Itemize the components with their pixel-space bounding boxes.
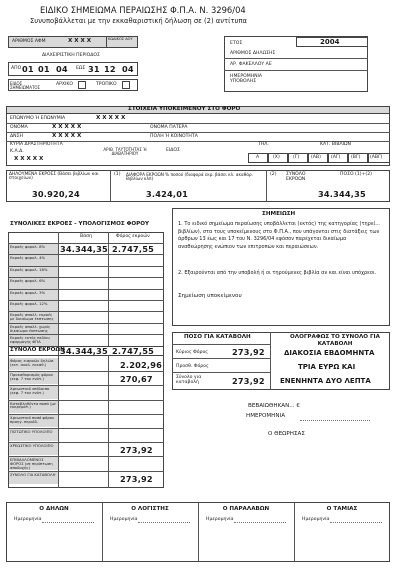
total-num: (2) [270, 172, 277, 177]
signature-date-label: Ημερομηνία [302, 517, 330, 522]
category-text: (Γ) [293, 155, 300, 160]
category-text: (ΒΓ) [351, 155, 361, 160]
decl-label: ΑΡΙΘΜΟΣ ΔΗΛΩΣΗΣ [230, 51, 276, 56]
surname-label: ΕΠΩΝΥΜΟ Ή ΕΠΩΝΥΜΙΑ [10, 116, 66, 121]
from-month: 01 [38, 64, 50, 74]
period-label: ΔΙΑΧΕΙΡΙΣΤΙΚΗ ΠΕΡΙΟΔΟΣ [42, 53, 100, 58]
lower-row-label: Καταβληθέντα ποσά (με εκκρεμότ.) [10, 400, 57, 410]
signature-date-label: Ημερομηνία [14, 517, 42, 522]
surname-value: Χ Χ Χ Χ Χ [96, 115, 126, 121]
certify-date-line [300, 420, 370, 421]
signature-date-line [42, 522, 94, 523]
lower-row-label: ΕΠΙΒΑΛΛΟΜΕΝΟΣ ΦΟΡΟΣ (σε περίπτωση αποδοχής) [10, 457, 53, 470]
total-outputs-base: 34.344,35 [60, 346, 108, 356]
certify-officer: Ο ΘΕΩΡΗΣΑΣ [268, 431, 305, 437]
lower-row-label: ΠΙΣΤΩΤΙΚΟ ΥΠΟΛΟΙΠΟ [10, 429, 53, 434]
total-outputs-tax: 2.747,55 [112, 346, 155, 356]
address-label: ΔΝΣΗ [10, 134, 23, 139]
lower-row-label: Χρεωστικό ποσό φόρου προηγ. περιόδ. [10, 414, 55, 424]
calc-row-label: Εκροές φορολ. 8% [10, 244, 46, 249]
category-text: (ΑΒ) [311, 155, 321, 160]
lower-row-label: Προκαθορισμός φόρου (κεφ. 7 του ενότ.) [10, 372, 54, 381]
signature-date-line [330, 522, 382, 523]
divider [172, 372, 270, 373]
lower-row-label: ΧΡΕΩΣΤΙΚΟ ΥΠΟΛΟΙΠΟ [10, 443, 54, 449]
to-day: 31 [88, 64, 100, 74]
payment-words-header: ΟΛΟΓΡΑΦΩΣ ΤΟ ΣΥΝΟΛΟ ΓΙΑ ΚΑΤΑΒΟΛΗ [290, 334, 380, 347]
diff-label: ΔΙΑΦΟΡΑ ΕΚΡΟΩΝ % ποσού (διαφορά εκρ. βάσει κλ. ακαθάρ. Βιβλίων κλπ) [126, 172, 254, 182]
year-label: ΕΤΟΣ [230, 41, 243, 46]
lower-row-label: Χρεωστικό υπόλοιπο (κεφ. 7 του ενότ.) [10, 386, 50, 396]
id-label: ΑΡΙΘ. ΤΑΥΤΟΤΗΤΑΣ Ή ΔΙΑΒΑΤΗΡΙΟΥ [103, 147, 147, 156]
certify-amount: ΒΕΒΑΙΩΘΗΚΑΝ... € [248, 403, 300, 409]
city-label: ΠΟΛΗ Ή ΚΟΙΝΟΤΗΤΑ [150, 134, 198, 139]
from-label: ΑΠΟ [11, 66, 22, 71]
divider [58, 232, 59, 488]
signature-date-label: Ημερομηνία [110, 517, 138, 522]
calc-row-label: Εκροές απαλλ. χωρίς δικαίωμα έκπτωσης [10, 323, 51, 333]
father-label: ΟΝΟΜΑ ΠΑΤΕΡΑ [150, 125, 188, 130]
divider [172, 358, 270, 359]
total-note: ΠΟΣΟ (1)+(2) [340, 172, 372, 177]
signature-date-line [234, 522, 286, 523]
calc-header: ΣΥΝΟΛΙΚΕΣ ΕΚΡΟΕΣ - ΥΠΟΛΟΓΙΣΜΟΣ ΦΟΡΟΥ [10, 221, 150, 227]
kad-label: Κ.Α.Δ. [10, 149, 24, 154]
divider [172, 344, 270, 345]
notes-title: ΣΗΜΕΙΩΣΗ [262, 211, 296, 217]
amount-words-2: ΤΡΙΑ ΕΥΡΩ ΚΑΙ [298, 363, 356, 371]
total-label: ΣΥΝΟΛΟ ΕΚΡΟΩΝ [286, 172, 306, 182]
payment-amount-header: ΠΟΣΟ ΓΙΑ ΚΑΤΑΒΟΛΗ [184, 334, 251, 340]
year-value: 2004 [320, 38, 340, 46]
signature-title: Ο ΔΗΛΩΝ [39, 506, 69, 512]
afm-label: ΑΡΙΘΜΟΣ ΑΦΜ [12, 39, 46, 44]
lower-row-value: 270,67 [120, 374, 153, 385]
calc-row-label: Εκροές απαλλ. εκροές με δικαίωμα έκπτωσης [10, 312, 54, 322]
to-month: 12 [104, 64, 116, 74]
kad-value: Χ Χ Χ Χ Χ [14, 156, 44, 162]
divider [110, 170, 111, 202]
category-text: (ΑΒΓ) [370, 155, 383, 160]
col-tax-header: Φόρος εκροών [116, 234, 150, 239]
amending-label: ΤΡΟΠΙΚΟ [96, 82, 117, 87]
calc-row-label: Εκροές φορολ. 6% [10, 278, 46, 284]
initial-label: ΑΡΧΙΚΟ [56, 82, 74, 87]
from-day: 01 [22, 64, 34, 74]
diff-value: 3.424,01 [146, 189, 189, 199]
taxpayer-header-text: ΣΤΟΙΧΕΙΑ ΥΠΟΚΕΙΜΕΝΟΥ ΣΤΟ ΦΟΡΟ [128, 106, 241, 112]
diff-num: (1) [114, 172, 121, 177]
amount-words-3: ΕΝΕΝΗΝΤΑ ΔΥΟ ΛΕΠΤΑ [280, 377, 371, 385]
lower-row-value: 273,92 [120, 473, 153, 484]
name-value: Χ Χ Χ Χ Χ [52, 124, 82, 130]
total-value: 34.344,35 [318, 189, 366, 199]
category-label: ΚΑΤ. ΒΙΒΛΙΩΝ [320, 142, 351, 147]
principal-value: 273,92 [232, 347, 265, 357]
folder-label: ΑΡ. ΦΑΚΕΛΛΟΥ ΑΕ [230, 62, 272, 67]
calc-row-label: Εκροές φορολ. 4% [10, 255, 46, 261]
declared-outputs-value: 30.920,24 [32, 189, 80, 199]
divider [108, 356, 109, 488]
to-label: ΕΩΣ [76, 66, 86, 71]
divider [224, 58, 368, 59]
initial-checkbox[interactable] [78, 81, 86, 89]
form-subtitle: Συνυποβάλλεται με την εκκαθαριστική δήλωση σε (2) αντίτυπα [30, 17, 248, 25]
signature-date-line [138, 522, 190, 523]
category-text: (Χ) [273, 155, 280, 160]
divider [266, 170, 267, 202]
total-outputs-label: ΣΥΝΟΛΟ ΕΚΡΟΩΝ [10, 347, 65, 353]
from-year: 04 [56, 64, 68, 74]
surcharge-label: Προσθ. Φόρος [176, 364, 209, 369]
kind-label: ΕΙΔΟΣ ΣΗΜΕΙΩΜΑΤΟΣ [10, 81, 41, 90]
pay-total-value: 273,92 [232, 376, 265, 386]
divider [270, 332, 271, 390]
divider [224, 70, 368, 71]
address-value: Χ Χ Χ Χ Χ [52, 133, 82, 139]
notes-p1: 1. Το ειδικό σημείωμα περαίωσης υποβάλλεται (εκτός) της κατηγορίας (τηρεί... βιβλίων), στα τους υποκείμενους στο Φ.Π.Α., που υπάγονται στις διατάξεις των άρθρων 13 έως και 17 του Ν. 3296/04 εφόσον παρέχεται δικαίωμα αναθεώρησης ενώπιον των επιτροπών και περαιώσεων. [178, 221, 380, 250]
certify-date: ΗΜΕΡΟΜΗΝΙΑ [246, 413, 286, 419]
pay-total-label: Σύνολο για καταβολή [176, 375, 202, 385]
calc-row-base: 34.344,35 [60, 244, 108, 254]
signature-title: Ο ΛΟΓΙΣΤΗΣ [131, 506, 169, 512]
signature-title: Ο ΤΑΜΙΑΣ [326, 506, 358, 512]
code-label: ΚΩΔΙΚΟΣ ΔΟΥ [108, 37, 133, 41]
notes-sign-label: Σημείωση υποκείμενου [178, 293, 242, 299]
category-text: (ΑΓ) [331, 155, 341, 160]
form-title: ΕΙΔΙΚΟ ΣΗΜΕΙΩΜΑ ΠΕΡΑΙΩΣΗΣ Φ.Π.Α. Ν. 3296/04 [40, 5, 246, 15]
category-text: Α [256, 155, 260, 160]
signature-title: Ο ΠΑΡΑΛΑΒΩΝ [222, 506, 270, 512]
amending-checkbox[interactable] [122, 81, 130, 89]
activity-label: ΚΥΡΙΑ ΔΡΑΣΤΗΡΙΟΤΗΤΑ [10, 142, 63, 147]
calc-row-label: Εκροές φορολ. 3% [10, 289, 46, 295]
submit-date-label: ΗΜΕΡΟΜΗΝΙΑ ΥΠΟΒΟΛΗΣ [230, 74, 263, 84]
calc-row-label: Εκροές φορολ. 12% [10, 301, 48, 306]
principal-label: Κύριος Φόρος [176, 350, 208, 355]
lower-row-value: 2.202,96 [120, 360, 163, 370]
calc-row-label: Εκροές εκτός πεδίου εφαρμογής ΦΠΑ [10, 335, 50, 344]
calc-row-label: Εκροές φορολ. 18% [10, 266, 48, 272]
signature-date-label: Ημερομηνία [206, 517, 234, 522]
lower-row-label: ΣΥΝΟΛΟ ΓΙΑ ΚΑΤΑΒΟΛΗ [10, 471, 56, 477]
calc-row-tax: 2.747,55 [112, 244, 155, 254]
phone-label: ΤΗΛ. [258, 142, 269, 147]
afm-value: Χ Χ Χ Χ [68, 38, 92, 44]
name-label: ΟΝΟΜΑ [10, 125, 28, 130]
lower-row-value: 273,92 [120, 445, 153, 456]
notes-p2: 2. Εξαιρούνται από την υποβολή ή οι τηρούμενες βιβλία αν και είναι υπόχρεοι. [178, 270, 377, 276]
to-year: 04 [122, 64, 134, 74]
lower-row-label: Φόρος εισροών δηλώσ. (εκτ. αναλ. εκκαθ.) [10, 358, 55, 367]
declared-outputs-label: ΔΗΛΟΥΜΕΝΑ ΕΚΡΟΕΣ (Βάσει βιβλίων και στοιχείων) [9, 172, 99, 182]
col-base-header: Βάση [80, 234, 93, 239]
kind-doc-label: ΕΙΔΟΣ [166, 148, 180, 153]
amount-words-1: ΔΙΑΚΟΣΙΑ ΕΒΔΟΜΗΝΤΑ [284, 349, 375, 357]
